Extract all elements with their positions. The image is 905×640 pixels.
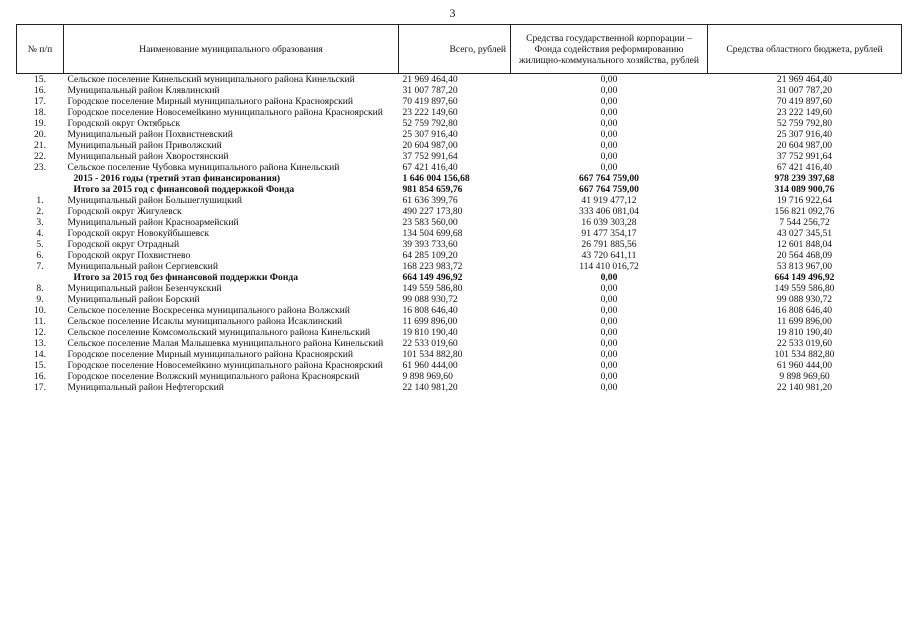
table-row	[17, 239, 902, 250]
row-name: Городское поселение Волжский муниципального района Красноярский	[67, 371, 360, 382]
row-fund: 0,00	[600, 85, 618, 96]
row-name: Муниципальный район Сергиевский	[67, 261, 218, 272]
row-regional: 16 808 646,40	[776, 305, 833, 316]
row-fund: 0,00	[600, 349, 618, 360]
row-total: 23 583 560,00	[402, 217, 458, 228]
row-fund: 0,00	[600, 96, 618, 107]
row-total: 19 810 190,40	[402, 327, 458, 338]
table-row	[17, 294, 902, 305]
row-regional: 21 969 464,40	[776, 74, 833, 85]
table-row	[17, 327, 902, 338]
table-row	[17, 338, 902, 349]
row-regional: 20 604 987,00	[776, 140, 833, 151]
row-regional: 19 810 190,40	[776, 327, 833, 338]
subtotal-row	[17, 272, 902, 283]
table-row	[17, 316, 902, 327]
row-name: Городской округ Отрадный	[67, 239, 180, 250]
row-total: 149 559 586,80	[402, 283, 463, 294]
row-fund: 0,00	[600, 338, 618, 349]
row-regional: 22 533 019,60	[776, 338, 833, 349]
row-total: 16 808 646,40	[402, 305, 458, 316]
row-fund: 0,00	[600, 151, 618, 162]
header-fund: Средства государственной корпорации – Фонда содействия реформированию жилищно-коммунального хозяйства, рублей	[511, 25, 708, 74]
row-name: Городской округ Жигулевск	[67, 206, 182, 217]
row-name: Итого за 2015 год без финансовой поддержки Фонда	[73, 272, 299, 283]
row-name: Сельское поселение Кинельский муниципального района Кинельский	[67, 74, 355, 85]
row-name: Муниципальный район Приволжский	[67, 140, 222, 151]
row-total: 490 227 173,80	[402, 206, 463, 217]
row-fund: 0,00	[600, 371, 618, 382]
row-regional: 20 564 468,09	[776, 250, 833, 261]
row-total: 21 969 464,40	[402, 74, 458, 85]
table-row	[17, 371, 902, 382]
row-regional: 52 759 792,80	[776, 118, 833, 129]
row-name: Муниципальный район Хворостянский	[67, 151, 229, 162]
row-number: 10.	[34, 305, 46, 316]
row-name: Муниципальный район Безенчукский	[67, 283, 222, 294]
row-number: 23.	[34, 162, 46, 173]
row-total: 11 699 896,00	[402, 316, 458, 327]
row-total: 22 533 019,60	[402, 338, 458, 349]
table-row	[17, 261, 902, 272]
table-row	[17, 360, 902, 371]
subtotal-row	[17, 173, 902, 184]
row-number	[17, 173, 64, 184]
row-name: Городское поселение Новосемейкино муниципального района Красноярский	[67, 107, 383, 118]
row-fund: 667 764 759,00	[579, 184, 639, 195]
row-number: 17.	[34, 382, 46, 393]
row-regional: 11 699 896,00	[777, 316, 832, 327]
row-total: 23 222 149,60	[402, 107, 458, 118]
row-fund: 91 477 354,17	[581, 228, 637, 239]
row-number: 20.	[34, 129, 46, 140]
row-regional: 156 821 092,76	[774, 206, 835, 217]
row-number: 16.	[34, 85, 46, 96]
row-number: 22.	[34, 151, 46, 162]
table-row	[17, 382, 902, 393]
row-fund: 41 919 477,12	[581, 195, 637, 206]
row-total: 52 759 792,80	[402, 118, 458, 129]
table-header	[17, 25, 902, 74]
row-total: 61 960 444,00	[402, 360, 458, 371]
table-row	[17, 349, 902, 360]
row-number: 2.	[36, 206, 44, 217]
row-number: 5.	[36, 239, 44, 250]
row-total: 168 223 983,72	[402, 261, 463, 272]
row-name: Городское поселение Мирный муниципального района Красноярский	[67, 96, 354, 107]
row-number: 19.	[34, 118, 46, 129]
row-number: 12.	[34, 327, 46, 338]
row-fund: 0,00	[600, 140, 618, 151]
row-number: 15.	[34, 74, 46, 85]
row-name: Сельское поселение Малая Малышевка муниципального района Кинельский	[67, 338, 384, 349]
row-number: 7.	[36, 261, 44, 272]
row-fund: 26 791 885,56	[581, 239, 637, 250]
row-name: Сельское поселение Чубовка муниципального района Кинельский	[67, 162, 340, 173]
row-number: 3.	[36, 217, 44, 228]
table-row	[17, 228, 902, 239]
row-number: 6.	[36, 250, 44, 261]
table-row	[17, 283, 902, 294]
header-total: Всего, рублей	[399, 25, 511, 74]
row-regional: 37 752 991,64	[776, 151, 833, 162]
row-total: 101 534 882,80	[402, 349, 463, 360]
row-total: 39 393 733,60	[402, 239, 458, 250]
row-number: 1.	[36, 195, 44, 206]
header-name: Наименование муниципального образования	[64, 25, 399, 74]
row-regional: 19 716 922,64	[776, 195, 833, 206]
row-number: 8.	[36, 283, 44, 294]
table-row	[17, 107, 902, 118]
row-total: 9 898 969,60	[402, 371, 453, 382]
row-name: Муниципальный район Борский	[67, 294, 200, 305]
row-name: Муниципальный район Похвистневский	[67, 129, 233, 140]
row-total: 981 854 659,76	[402, 184, 463, 195]
row-name: Городское поселение Новосемейкино муниципального района Красноярский	[67, 360, 383, 371]
row-total: 67 421 416,40	[402, 162, 458, 173]
row-name: Сельское поселение Комсомольский муниципального района Кинельский	[67, 327, 371, 338]
row-fund: 0,00	[600, 107, 618, 118]
row-regional: 314 089 900,76	[774, 184, 835, 195]
row-number	[17, 184, 64, 195]
row-regional: 7 544 256,72	[779, 217, 830, 228]
row-fund: 0,00	[600, 272, 618, 283]
row-total: 1 646 004 156,68	[402, 173, 470, 184]
row-name: Муниципальный район Красноармейский	[67, 217, 239, 228]
row-name: Муниципальный район Большеглушицкий	[67, 195, 242, 206]
row-regional: 53 813 967,00	[776, 261, 833, 272]
table-row	[17, 305, 902, 316]
row-total: 134 504 699,68	[402, 228, 463, 239]
row-total: 99 088 930,72	[402, 294, 458, 305]
row-name: Городское поселение Мирный муниципального района Красноярский	[67, 349, 354, 360]
row-number: 17.	[34, 96, 46, 107]
row-total: 22 140 981,20	[402, 382, 458, 393]
row-fund: 0,00	[600, 118, 618, 129]
row-regional: 23 222 149,60	[776, 107, 833, 118]
funding-table	[16, 24, 902, 393]
row-total: 25 307 916,40	[402, 129, 458, 140]
row-regional: 25 307 916,40	[776, 129, 833, 140]
row-fund: 43 720 641,11	[581, 250, 637, 261]
table-row	[17, 85, 902, 96]
row-fund: 114 410 016,72	[579, 261, 639, 272]
row-fund: 0,00	[600, 316, 618, 327]
row-total: 37 752 991,64	[402, 151, 458, 162]
row-name: Городской округ Похвистнево	[67, 250, 191, 261]
row-fund: 333 406 081,04	[579, 206, 639, 217]
row-regional: 31 007 787,20	[776, 85, 833, 96]
row-fund: 667 764 759,00	[579, 173, 639, 184]
row-number: 18.	[34, 107, 46, 118]
row-regional: 67 421 416,40	[776, 162, 833, 173]
row-name: Итого за 2015 год с финансовой поддержкой Фонда	[73, 184, 295, 195]
table-row	[17, 162, 902, 173]
row-name: Сельское поселение Исаклы муниципального района Исаклинский	[67, 316, 343, 327]
table-row	[17, 151, 902, 162]
header-num: № п/п	[17, 25, 64, 74]
row-regional: 978 239 397,68	[774, 173, 835, 184]
row-regional: 664 149 496,92	[774, 272, 835, 283]
row-fund: 0,00	[600, 382, 618, 393]
row-number: 9.	[36, 294, 44, 305]
table-row	[17, 118, 902, 129]
row-fund: 0,00	[600, 305, 618, 316]
row-total: 20 604 987,00	[402, 140, 458, 151]
row-number: 13.	[34, 338, 46, 349]
row-total: 70 419 897,60	[402, 96, 458, 107]
row-fund: 0,00	[600, 129, 618, 140]
table-row	[17, 250, 902, 261]
row-regional: 99 088 930,72	[776, 294, 833, 305]
subtotal-row	[17, 184, 902, 195]
table-row	[17, 96, 902, 107]
row-name: Муниципальный район Нефтегорский	[67, 382, 224, 393]
row-fund: 0,00	[600, 74, 618, 85]
row-name: Муниципальный район Клявлинский	[67, 85, 220, 96]
row-regional: 70 419 897,60	[776, 96, 833, 107]
row-regional: 61 960 444,00	[776, 360, 833, 371]
row-number: 11.	[34, 316, 46, 327]
table-row	[17, 140, 902, 151]
row-fund: 0,00	[600, 162, 618, 173]
table-row	[17, 195, 902, 206]
row-fund: 0,00	[600, 360, 618, 371]
row-regional: 22 140 981,20	[776, 382, 833, 393]
row-total: 664 149 496,92	[402, 272, 463, 283]
row-name: Городской округ Октябрьск	[67, 118, 181, 129]
row-total: 61 636 399,76	[402, 195, 458, 206]
row-name: 2015 - 2016 годы (третий этап финансирования)	[73, 173, 281, 184]
row-fund: 16 039 303,28	[581, 217, 637, 228]
row-name: Городской округ Новокуйбышевск	[67, 228, 210, 239]
row-number: 16.	[34, 371, 46, 382]
row-fund: 0,00	[600, 294, 618, 305]
row-fund: 0,00	[600, 327, 618, 338]
table-row	[17, 74, 902, 86]
row-regional: 149 559 586,80	[774, 283, 835, 294]
row-number: 15.	[34, 360, 46, 371]
row-number	[17, 272, 64, 283]
row-regional: 12 601 848,04	[776, 239, 833, 250]
row-number: 4.	[36, 228, 44, 239]
row-total: 31 007 787,20	[402, 85, 458, 96]
row-number: 14.	[34, 349, 46, 360]
row-regional: 9 898 969,60	[779, 371, 830, 382]
row-fund: 0,00	[600, 283, 618, 294]
table-row	[17, 129, 902, 140]
row-regional: 43 027 345,51	[776, 228, 833, 239]
page-number: 3	[449, 6, 456, 20]
row-name: Сельское поселение Воскресенка муниципального района Волжский	[67, 305, 350, 316]
table-row	[17, 217, 902, 228]
header-regional: Средства областного бюджета, рублей	[708, 25, 902, 74]
table-row	[17, 206, 902, 217]
row-regional: 101 534 882,80	[774, 349, 835, 360]
row-total: 64 285 109,20	[402, 250, 458, 261]
table-body	[17, 74, 902, 394]
row-number: 21.	[34, 140, 46, 151]
